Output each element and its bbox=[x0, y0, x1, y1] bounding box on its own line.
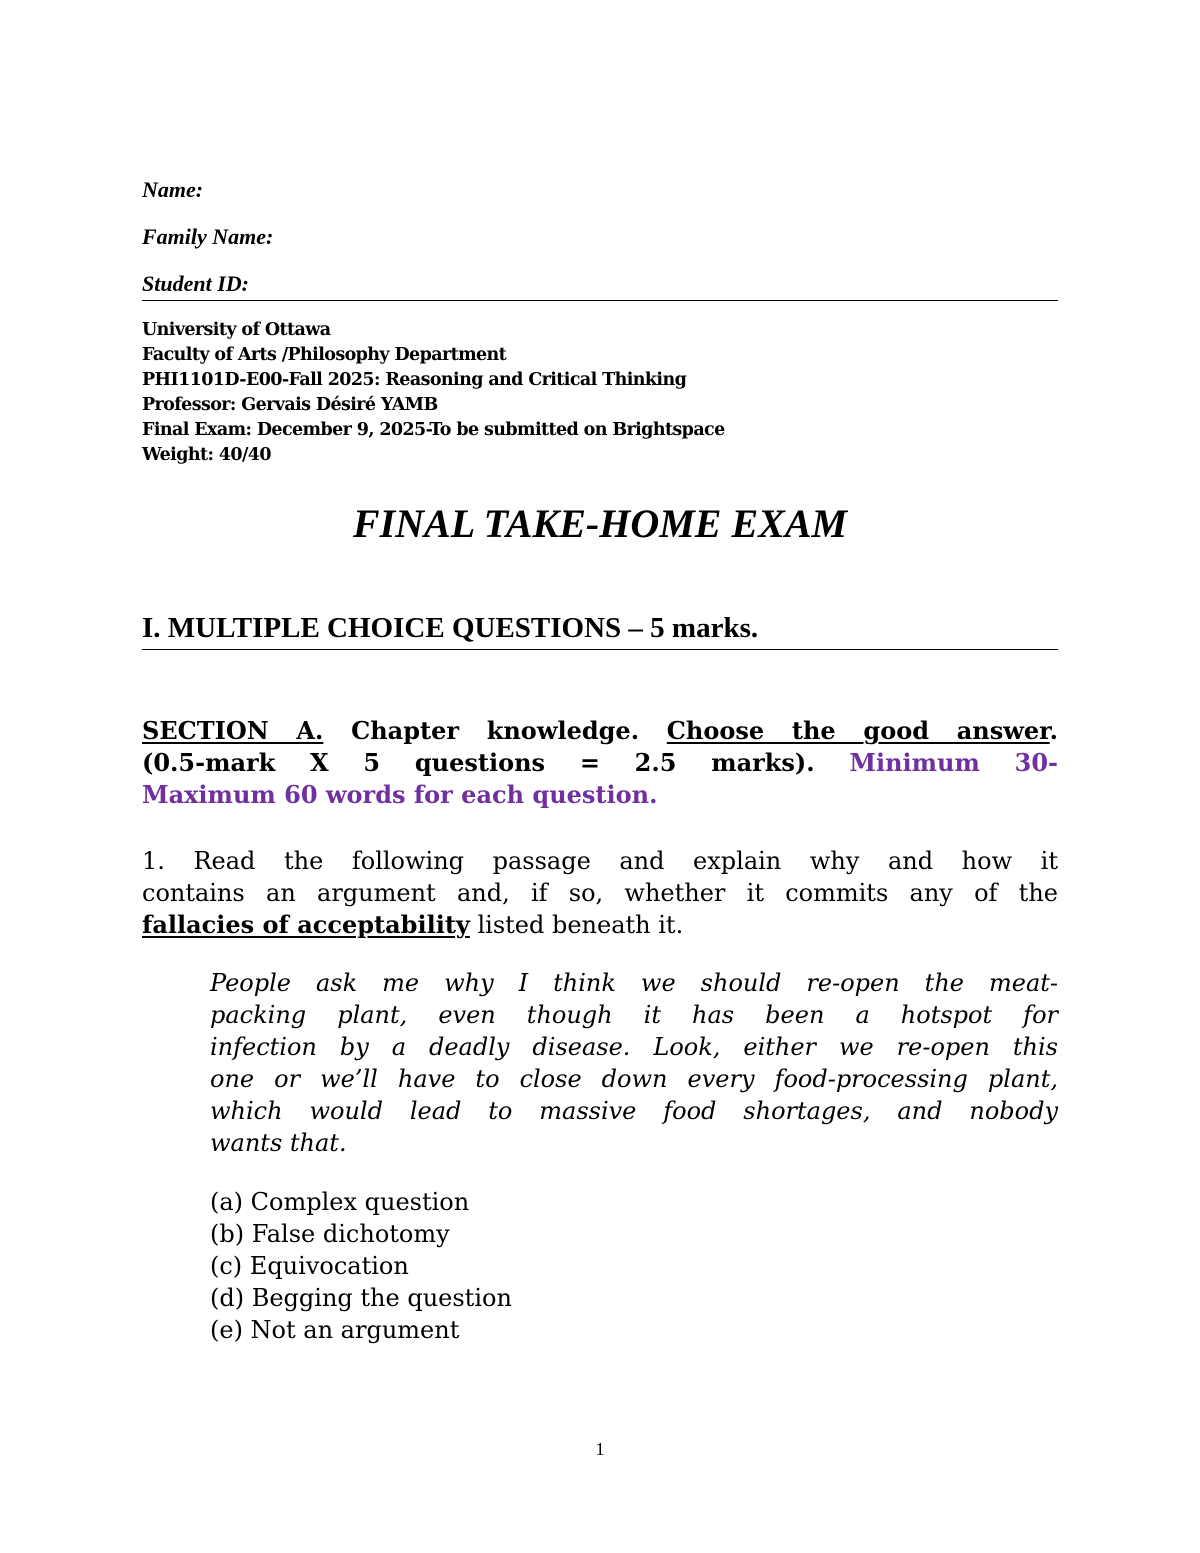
passage-line-2: packing plant, even though it has been a hotspot for bbox=[210, 1001, 1058, 1029]
exam-date-line: Final Exam: December 9, 2025-To be submitted on Brightspace bbox=[142, 420, 725, 440]
passage-line-1: People ask me why I think we should re-open the meat- bbox=[210, 969, 1058, 997]
option-a[interactable]: (a) Complex question bbox=[210, 1188, 470, 1216]
passage-line-6: wants that. bbox=[210, 1129, 347, 1157]
question-1-line-2: contains an argument and, if so, whether it commits any of the bbox=[142, 879, 1058, 907]
section-instruction: Choose the good answer bbox=[666, 716, 1050, 745]
course-line: PHI1101D-E00-Fall 2025: Reasoning and Critical Thinking bbox=[142, 370, 687, 390]
option-d[interactable]: (d) Begging the question bbox=[210, 1284, 512, 1312]
section-topic: Chapter knowledge. bbox=[323, 716, 667, 745]
answer-options bbox=[210, 1186, 512, 1346]
question-1-line-1: 1. Read the following passage and explain why and how it bbox=[142, 847, 1058, 875]
passage-line-3: infection by a deadly disease. Look, either we re-open this bbox=[210, 1033, 1058, 1061]
section-a-instructions bbox=[142, 715, 1058, 811]
page-number: 1 bbox=[595, 1439, 605, 1459]
passage-line-5: which would lead to massive food shortages, and nobody bbox=[210, 1097, 1058, 1125]
header-divider bbox=[142, 300, 1058, 301]
fallacies-emphasis: fallacies of acceptability bbox=[142, 910, 470, 939]
family-name-label: Family Name: bbox=[142, 224, 274, 249]
word-limit-start: Minimum 30- bbox=[814, 748, 1058, 777]
course-info bbox=[142, 318, 725, 468]
passage-line-4: one or we’ll have to close down every food-processing plant, bbox=[210, 1065, 1058, 1093]
university-line: University of Ottawa bbox=[142, 320, 331, 340]
professor-line: Professor: Gervais Désiré YAMB bbox=[142, 395, 438, 415]
option-e[interactable]: (e) Not an argument bbox=[210, 1316, 460, 1344]
part-divider bbox=[142, 649, 1058, 650]
question-1-line-3: fallacies of acceptability listed beneath it. bbox=[142, 910, 684, 939]
part-heading: I. MULTIPLE CHOICE QUESTIONS – 5 marks. bbox=[142, 612, 759, 644]
weight-line: Weight: 40/40 bbox=[142, 445, 271, 465]
section-marks: (0.5-mark X 5 questions = 2.5 marks). bbox=[142, 748, 815, 777]
section-line-3 bbox=[142, 779, 1058, 811]
faculty-line: Faculty of Arts /Philosophy Department bbox=[142, 345, 507, 365]
word-limit-end: Maximum 60 words for each question. bbox=[142, 780, 658, 809]
page-title: FINAL TAKE-HOME EXAM bbox=[352, 501, 848, 546]
question-1 bbox=[142, 845, 1058, 941]
student-id-label: Student ID: bbox=[142, 271, 249, 296]
name-label: Name: bbox=[142, 177, 204, 202]
quoted-passage bbox=[210, 967, 1058, 1159]
option-c[interactable]: (c) Equivocation bbox=[210, 1252, 409, 1280]
section-line-2 bbox=[142, 747, 1058, 779]
section-label: SECTION A. bbox=[142, 716, 324, 745]
option-b[interactable]: (b) False dichotomy bbox=[210, 1220, 450, 1248]
section-line-1: SECTION A. Chapter knowledge. Choose the good answer. bbox=[142, 716, 1058, 745]
